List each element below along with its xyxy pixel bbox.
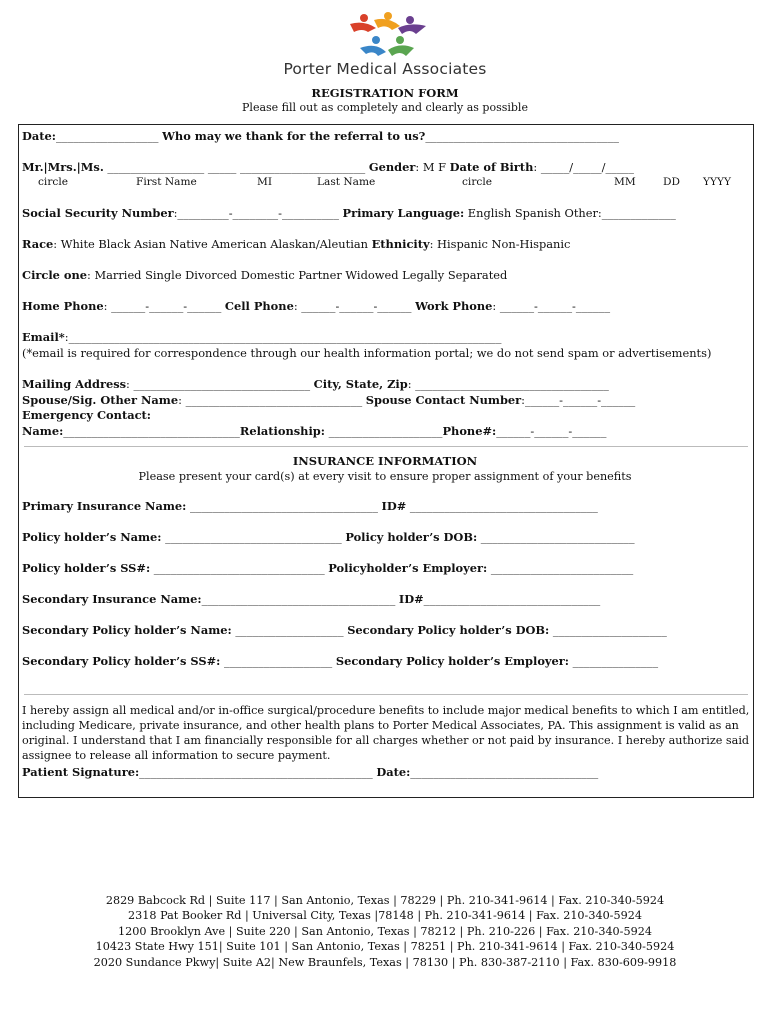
id-label: ID# (381, 499, 407, 513)
row-secondary-ss (22, 654, 658, 668)
secondary-holder-ss-field[interactable]: ___________________ (220, 654, 333, 668)
relationship-label: Relationship: (239, 424, 325, 438)
signature-label: Patient Signature: (22, 765, 140, 779)
email-note: (*email is required for correspondence through our health information portal; we do not send spam or advertisements) (22, 346, 712, 360)
last-name-hint: Last Name (317, 176, 376, 188)
email-field[interactable]: :____________________________________________________________________________ (64, 330, 502, 344)
spouse-contact-field[interactable]: :______-______-______ (521, 393, 636, 407)
mm-hint: MM (614, 176, 636, 188)
emergency-name-label: Name: (22, 424, 64, 438)
ethnicity-options[interactable]: : Hispanic Non-Hispanic (429, 237, 571, 251)
city-state-zip-field[interactable]: : __________________________________ (407, 377, 609, 391)
row-signature (22, 765, 598, 779)
referral-field[interactable]: __________________________________ (425, 129, 619, 143)
policy-holder-dob-field[interactable]: ___________________________ (477, 530, 635, 544)
secondary-employer-field[interactable]: _______________ (568, 654, 659, 668)
home-phone-label: Home Phone (22, 299, 104, 313)
dob-field[interactable]: : _____/_____/_____ (533, 160, 634, 174)
logo (0, 10, 770, 62)
primary-insurance-label: Primary Insurance Name: (22, 499, 187, 513)
mi-hint: MI (257, 176, 273, 188)
race-label: Race (22, 237, 54, 251)
ssn-field[interactable]: :_________-________-__________ (173, 206, 339, 220)
row-email (22, 330, 501, 344)
row-policy-holder (22, 530, 635, 544)
footer-address-1: 2829 Babcock Rd | Suite 117 | San Antonio, Texas | 78229 | Ph. 210-341-9614 | Fax. 210-340-5924 (105, 894, 665, 907)
footer-address-2: 2318 Pat Booker Rd | Universal City, Texas |78148 | Ph. 210-341-9614 | Fax. 210-340-5924 (128, 909, 642, 922)
signature-field[interactable]: _________________________________________ (139, 765, 373, 779)
date-label: Date: (22, 129, 56, 143)
policy-employer-label: Policyholder’s Employer: (328, 561, 488, 575)
spouse-contact-label: Spouse Contact Number (365, 393, 522, 407)
ethnicity-label: Ethnicity (371, 237, 430, 251)
insurance-heading: INSURANCE INFORMATION (292, 454, 478, 468)
mailing-address-field[interactable]: : _______________________________ (126, 377, 311, 391)
logo-figures-icon (330, 10, 440, 58)
form-title: REGISTRATION FORM (311, 86, 459, 100)
language-label: Primary Language: (342, 206, 465, 220)
emergency-name-field[interactable]: _______________________________ (63, 424, 240, 438)
title-label: Mr.|Mrs.|Ms. (22, 160, 104, 174)
secondary-holder-ss-label: Secondary Policy holder’s SS#: (22, 654, 221, 668)
row-race-ethnicity (22, 237, 570, 251)
secondary-employer-label: Secondary Policy holder’s Employer: (335, 654, 569, 668)
row-secondary-policy-holder (22, 623, 667, 637)
secondary-holder-dob-field[interactable]: ____________________ (549, 623, 667, 637)
row-ssn-language (22, 206, 676, 220)
policy-holder-name-label: Policy holder’s Name: (22, 530, 162, 544)
secondary-holder-name-field[interactable]: ___________________ (231, 623, 344, 637)
spouse-name-field[interactable]: : _______________________________ (178, 393, 363, 407)
work-phone-field[interactable]: : ______-______-______ (492, 299, 611, 313)
home-phone-field[interactable]: : ______-______-______ (103, 299, 222, 313)
footer-address-3: 1200 Brooklyn Ave | Suite 220 | San Antonio, Texas | 78212 | Ph. 210-226 | Fax. 210-340-5924 (118, 925, 652, 938)
row-date-referral (22, 129, 619, 143)
spouse-name-label: Spouse/Sig. Other Name (22, 393, 179, 407)
dd-hint: DD (663, 176, 680, 188)
policy-holder-ss-field[interactable]: ______________________________ (150, 561, 325, 575)
circle-hint-title: circle (38, 176, 68, 188)
secondary-id-field[interactable]: _______________________________ (423, 592, 601, 606)
ssn-label: Social Security Number (22, 206, 174, 220)
signature-date-label: Date: (376, 765, 411, 779)
primary-insurance-field[interactable]: _________________________________ (186, 499, 378, 513)
dob-label: Date of Birth (449, 160, 534, 174)
circle-one-label: Circle one (22, 268, 87, 282)
yyyy-hint: YYYY (703, 176, 731, 188)
cell-phone-field[interactable]: : ______-______-______ (293, 299, 412, 313)
referral-label: Who may we thank for the referral to us? (162, 129, 426, 143)
brand-name: Porter Medical Associates (283, 60, 487, 78)
row-secondary-insurance (22, 592, 600, 606)
footer-address-5: 2020 Sundance Pkwy| Suite A2| New Braunfels, Texas | 78130 | Ph. 830-387-2110 | Fax. 830-609-9918 (93, 956, 677, 969)
footer-address-4: 10423 State Hwy 151| Suite 101 | San Antonio, Texas | 78251 | Ph. 210-341-9614 | Fax. 210-340-5924 (95, 940, 675, 953)
gender-options[interactable]: : M F (415, 160, 447, 174)
policy-employer-field[interactable]: _________________________ (487, 561, 634, 575)
row-primary-insurance (22, 499, 598, 513)
relationship-field[interactable]: ____________________ (324, 424, 443, 438)
emergency-contact-heading: Emergency Contact: (22, 408, 151, 422)
policy-holder-ss-label: Policy holder’s SS#: (22, 561, 151, 575)
secondary-holder-name-label: Secondary Policy holder’s Name: (22, 623, 232, 637)
language-options[interactable]: English Spanish Other:_____________ (464, 206, 676, 220)
secondary-id-label: ID# (398, 592, 424, 606)
email-label: Email* (22, 330, 65, 344)
secondary-insurance-label: Secondary Insurance Name: (22, 592, 202, 606)
row-phones (22, 299, 610, 313)
circle-hint-gender: circle (462, 176, 492, 188)
emergency-phone-field[interactable]: ______-______-______ (496, 424, 607, 438)
assignment-text: I hereby assign all medical and/or in-office surgical/procedure benefits to include major medical benefits to which I am entitled, including Medicare, private insurance, and other health plans to Porter Medical Associates, PA. This assignment is valid as an original. I understand that I am financially responsible for all charges whether or not paid by insurance. I hereby authorize said assignee to release all information to secure payment. (22, 704, 750, 762)
policy-holder-dob-label: Policy holder’s DOB: (345, 530, 478, 544)
city-state-zip-label: City, State, Zip (313, 377, 408, 391)
row-spouse (22, 393, 635, 407)
divider (24, 446, 748, 447)
signature-date-field[interactable]: _________________________________ (410, 765, 599, 779)
secondary-holder-dob-label: Secondary Policy holder’s DOB: (347, 623, 550, 637)
row-emergency (22, 424, 606, 438)
id-field[interactable]: _________________________________ (406, 499, 598, 513)
policy-holder-name-field[interactable]: _______________________________ (161, 530, 342, 544)
row-address (22, 377, 609, 391)
cell-phone-label: Cell Phone (224, 299, 294, 313)
secondary-insurance-field[interactable]: __________________________________ (201, 592, 396, 606)
mailing-address-label: Mailing Address (22, 377, 127, 391)
row-marital-status (22, 268, 507, 282)
form-subtitle: Please fill out as completely and clearly as possible (242, 101, 528, 114)
gender-label: Gender (368, 160, 416, 174)
first-name-hint: First Name (136, 176, 197, 188)
row-name-gender-dob (22, 160, 634, 174)
emergency-phone-label: Phone#: (442, 424, 497, 438)
marital-options[interactable]: : Married Single Divorced Domestic Partner Widowed Legally Separated (87, 268, 508, 282)
row-policy-ss (22, 561, 633, 575)
insurance-subheading: Please present your card(s) at every visit to ensure proper assignment of your benefits (138, 470, 632, 483)
date-field[interactable]: __________________ (55, 129, 159, 143)
work-phone-label: Work Phone (415, 299, 493, 313)
name-fields[interactable]: _________________ _____ ______________________ (107, 160, 366, 174)
race-options[interactable]: : White Black Asian Native American Alaskan/Aleutian (53, 237, 368, 251)
divider (24, 694, 748, 695)
